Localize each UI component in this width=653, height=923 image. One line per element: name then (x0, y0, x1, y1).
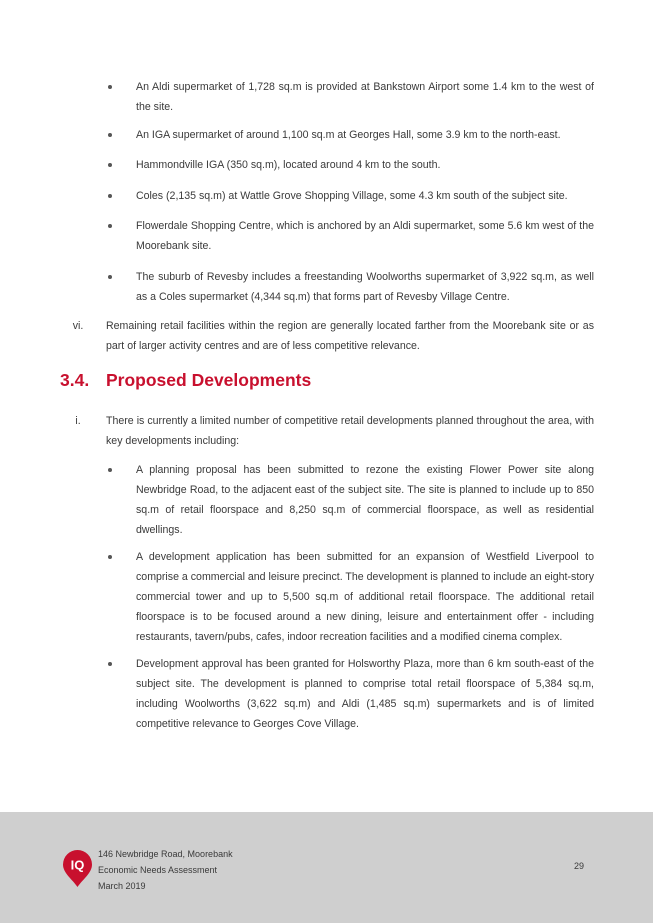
footer-report-title: Economic Needs Assessment (98, 865, 218, 875)
footer-info (98, 846, 233, 894)
bullet-flower-power: A planning proposal has been submitted to rezone the existing Flower Power site along Newbridge Road, to the adjacent east of the subject site. The site is planned to include up to 850 sq.m of retail floorspace and 8,250 sq.m of commercial floorspace, as well as residential dwellings. (136, 460, 594, 540)
numbered-item-i (75, 411, 594, 451)
bullet-holsworthy-plaza: Development approval has been granted for Holsworthy Plaza, more than 6 km south-east of the subject site. The development is planned to comprise total retail floorspace of 5,384 sq.m, including Woolworths (3,622 sq.m) and Aldi (1,485 sq.m) supermarkets and is of limited competitive relevance to Georges Cove Village. (136, 654, 594, 734)
bullet-hammondville-iga: Hammondville IGA (350 sq.m), located around 4 km to the south. (136, 155, 594, 175)
bullet-flowerdale: Flowerdale Shopping Centre, which is anchored by an Aldi supermarket, some 5.6 km west of the Moorebank site. (136, 216, 594, 256)
bullet-westfield-liverpool: A development application has been submitted for an expansion of Westfield Liverpool to comprise a commercial and leisure precinct. The development is planned to include an eight-story commercial tower and up to 5,500 sq.m of additional retail floorspace. The additional retail floorspace is to be focused around a new dining, leisure and entertainment offer - including restaurants, tavern/pubs, cafes, indoor recreation facilities and a modified cinema complex. (136, 547, 594, 647)
item-text-i: There is currently a limited number of competitive retail developments planned throughout the area, with key developments including: (106, 415, 594, 447)
item-number-vi: vi. (72, 320, 84, 332)
page-number: 29 (574, 861, 585, 871)
footer-address: 146 Newbridge Road, Moorebank (98, 849, 233, 859)
item-text-vi: Remaining retail facilities within the region are generally located farther from the Moorebank site or as part of larger activity centres and are of less competitive relevance. (106, 320, 594, 352)
bullet-revesby: The suburb of Revesby includes a freestanding Woolworths supermarket of 3,922 sq.m, as well as a Coles supermarket (4,344 sq.m) that forms part of Revesby Village Centre. (136, 267, 594, 307)
item-number-i: i. (75, 415, 81, 427)
section-number: 3.4. (60, 370, 90, 390)
numbered-item-vi (72, 316, 594, 356)
bullet-aldi-bankstown: An Aldi supermarket of 1,728 sq.m is provided at Bankstown Airport some 1.4 km to the west of the site. (136, 77, 594, 117)
section-heading (60, 370, 311, 391)
section-title: Proposed Developments (106, 370, 312, 390)
bullet-coles-wattle-grove: Coles (2,135 sq.m) at Wattle Grove Shopping Village, some 4.3 km south of the subject site. (136, 186, 594, 206)
bullet-iga-georges-hall: An IGA supermarket of around 1,100 sq.m at Georges Hall, some 3.9 km to the north-east. (136, 125, 594, 145)
footer-date: March 2019 (98, 881, 146, 891)
iq-logo (62, 850, 93, 888)
logo-text: IQ (70, 857, 85, 873)
